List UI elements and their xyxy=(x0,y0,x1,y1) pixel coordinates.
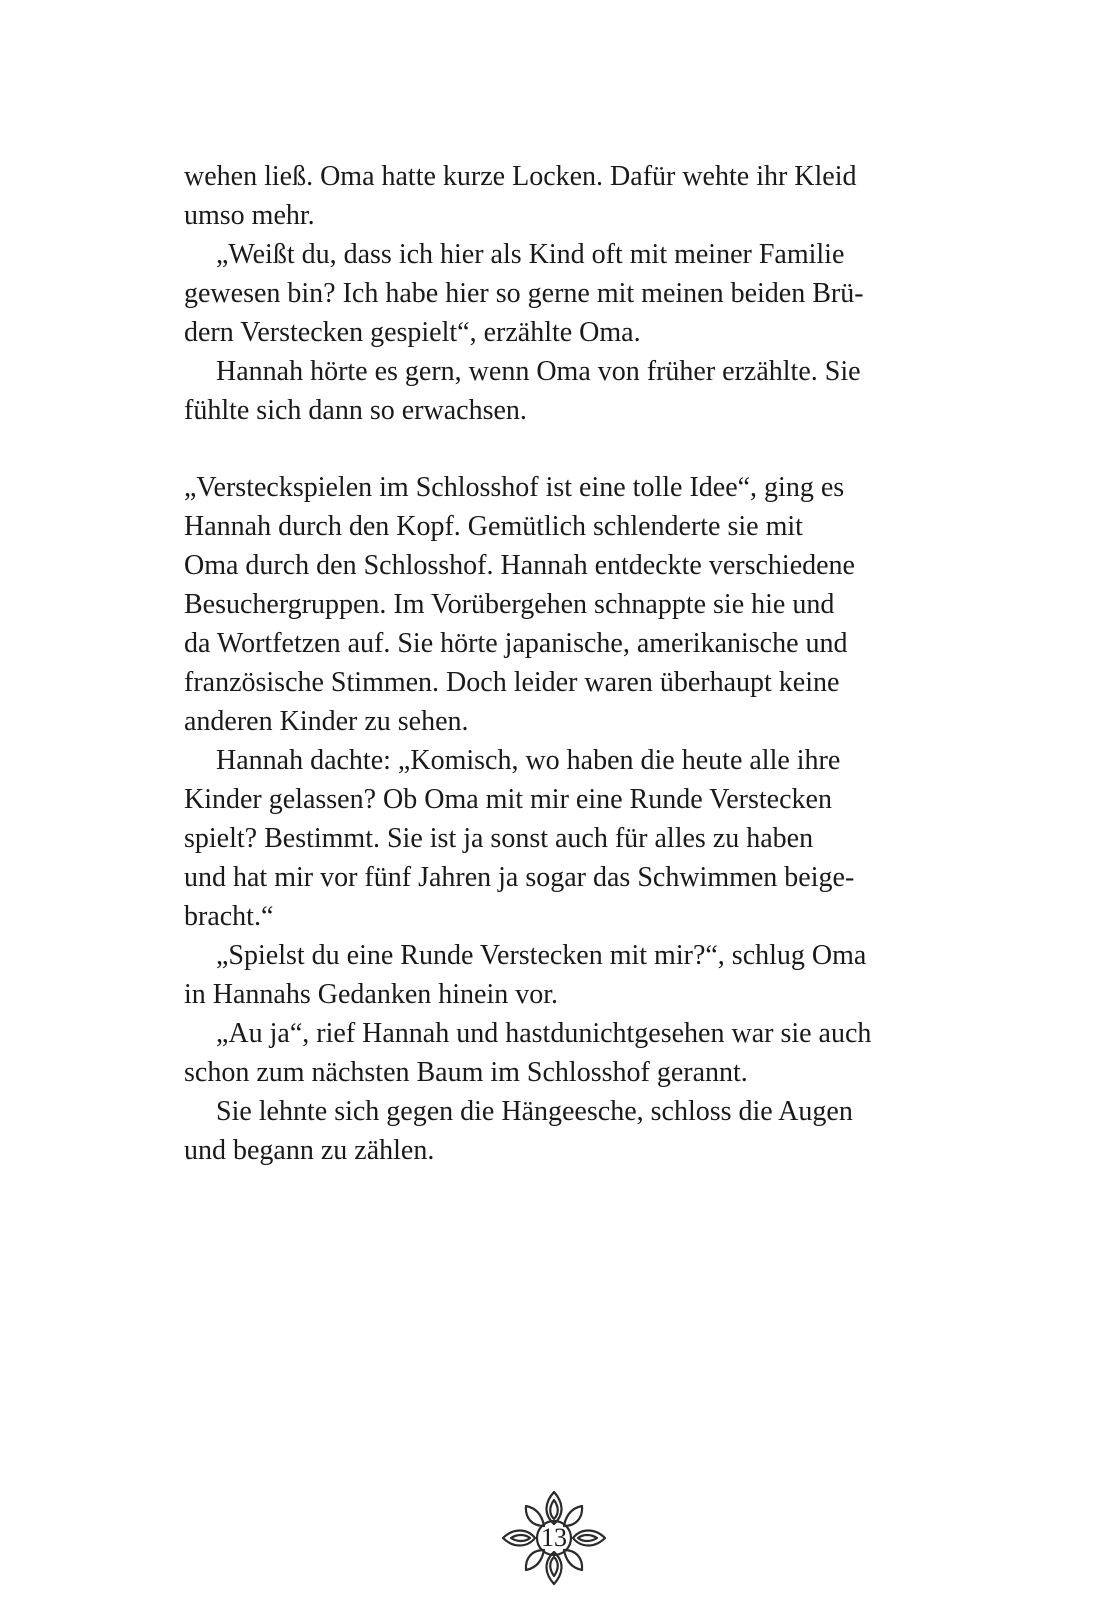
text-line: Hannah hörte es gern, wenn Oma von früher erzählte. Sie xyxy=(216,356,861,387)
text-line: gewesen bin? Ich habe hier so gerne mit meinen beiden Brü- xyxy=(184,278,864,309)
text-line: in Hannahs Gedanken hinein vor. xyxy=(184,979,559,1010)
text-line: Besuchergruppen. Im Vorübergehen schnappte sie hie und xyxy=(184,589,835,620)
text-line: Oma durch den Schlosshof. Hannah entdeckte verschiedene xyxy=(184,550,855,581)
text-line: Hannah durch den Kopf. Gemütlich schlenderte sie mit xyxy=(184,511,803,542)
text-line: wehen ließ. Oma hatte kurze Locken. Dafür wehte ihr Kleid xyxy=(184,161,857,192)
text-line: Sie lehnte sich gegen die Hängeesche, schloss die Augen xyxy=(216,1096,853,1127)
text-line: da Wortfetzen auf. Sie hörte japanische, amerikanische und xyxy=(184,628,848,659)
text-line: „Au ja“, rief Hannah und hastdunichtgesehen war sie auch xyxy=(216,1018,872,1049)
text-line: „Weißt du, dass ich hier als Kind oft mit meiner Familie xyxy=(216,239,845,270)
text-line: französische Stimmen. Doch leider waren überhaupt keine xyxy=(184,667,840,698)
text-line: spielt? Bestimmt. Sie ist ja sonst auch für alles zu haben xyxy=(184,823,814,854)
text-line: dern Verstecken gespielt“, erzählte Oma. xyxy=(184,317,641,348)
text-line: „Spielst du eine Runde Verstecken mit mir?“, schlug Oma xyxy=(216,940,867,971)
text-line: und begann zu zählen. xyxy=(184,1135,435,1166)
text-line: und hat mir vor fünf Jahren ja sogar das Schwimmen beige- xyxy=(184,862,855,893)
text-line: Hannah dachte: „Komisch, wo haben die heute alle ihre xyxy=(216,745,841,776)
text-line: fühlte sich dann so erwachsen. xyxy=(184,395,527,426)
text-line: „Versteckspielen im Schlosshof ist eine tolle Idee“, ging es xyxy=(184,472,845,503)
text-line: anderen Kinder zu sehen. xyxy=(184,706,469,737)
text-line: Kinder gelassen? Ob Oma mit mir eine Runde Verstecken xyxy=(184,784,832,815)
text-line: schon zum nächsten Baum im Schlosshof gerannt. xyxy=(184,1057,748,1088)
text-line: bracht.“ xyxy=(184,901,274,932)
text-line: umso mehr. xyxy=(184,200,315,231)
page-number: 13 xyxy=(541,1523,567,1552)
paragraph-gap xyxy=(184,430,954,468)
body-text xyxy=(184,157,954,1170)
page-folio xyxy=(499,1488,609,1588)
